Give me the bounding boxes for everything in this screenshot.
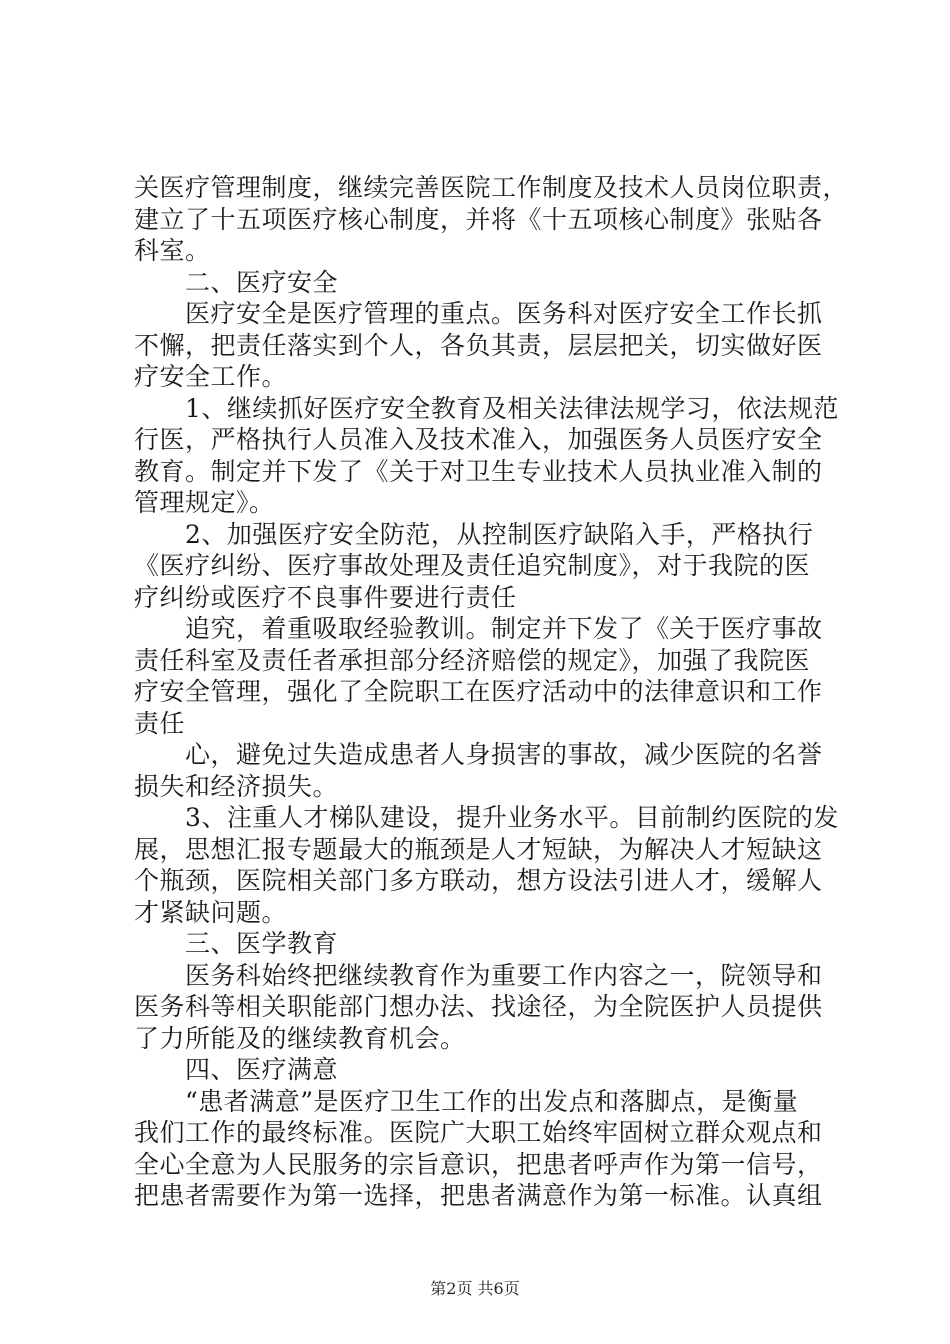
body-line: 全心全意为人民服务的宗旨意识，把患者呼声作为第一信号， xyxy=(134,1149,823,1179)
body-line: 医务科等相关职能部门想办法、找途径，为全院医护人员提供 xyxy=(134,992,823,1021)
body-line: 2、加强医疗安全防范，从控制医疗缺陷入手，严格执行 xyxy=(134,519,814,549)
body-line: 个瓶颈，医院相关部门多方联动，想方设法引进人才，缓解人 xyxy=(134,866,823,895)
body-line: 才紧缺问题。 xyxy=(134,897,288,927)
section-heading: 四、医疗满意 xyxy=(134,1055,339,1084)
section-heading: 三、医学教育 xyxy=(134,929,339,958)
body-line: 疗安全管理，强化了全院职工在医疗活动中的法律意识和工作 xyxy=(134,677,823,706)
body-line: 我们工作的最终标准。医院广大职工始终牢固树立群众观点和 xyxy=(134,1118,823,1147)
body-line: “患者满意”是医疗卫生工作的出发点和落脚点，是衡量 xyxy=(134,1086,799,1116)
page-number-footer: 第2页 共6页 xyxy=(430,1279,520,1298)
body-line: 责任科室及责任者承担部分经济赔偿的规定》，加强了我院医 xyxy=(134,645,811,675)
body-line: 3、注重人才梯队建设，提升业务水平。目前制约医院的发 xyxy=(134,803,839,832)
body-line: 追究，着重吸取经验教训。制定并下发了《关于医疗事故 xyxy=(134,614,823,643)
body-line: 关医疗管理制度，继续完善医院工作制度及技术人员岗位职责， xyxy=(134,173,849,202)
body-line: 疗安全工作。 xyxy=(134,362,288,391)
body-line: 医疗安全是医疗管理的重点。医务科对医疗安全工作长抓 xyxy=(134,299,823,328)
body-line: 1、继续抓好医疗安全教育及相关法律法规学习，依法规范 xyxy=(134,393,839,423)
body-line: 展，思想汇报专题最大的瓶颈是人才短缺，为解决人才短缺这 xyxy=(134,834,823,864)
body-line: 损失和经济损失。 xyxy=(134,771,339,801)
body-line: 不懈，把责任落实到个人，各负其责，层层把关，切实做好医 xyxy=(134,330,823,360)
body-line: 行医，严格执行人员准入及技术准入，加强医务人员医疗安全 xyxy=(134,425,823,454)
body-line: 心，避免过失造成患者人身损害的事故，减少医院的名誉 xyxy=(134,740,823,769)
body-line: 医务科始终把继续教育作为重要工作内容之一，院领导和 xyxy=(134,960,823,990)
body-line: 科室。 xyxy=(134,236,211,265)
body-line: 责任 xyxy=(134,708,186,738)
body-line: 把患者需要作为第一选择，把患者满意作为第一标准。认真组 xyxy=(134,1181,823,1210)
body-line: 疗纠纷或医疗不良事件要进行责任 xyxy=(134,582,517,612)
body-line: 管理规定》。 xyxy=(134,488,275,517)
body-line: 建立了十五项医疗核心制度，并将《十五项核心制度》张贴各 xyxy=(134,204,823,234)
body-line: 教育。制定并下发了《关于对卫生专业技术人员执业准入制的 xyxy=(134,456,823,486)
body-line: 了力所能及的继续教育机会。 xyxy=(134,1023,466,1053)
body-line: 《医疗纠纷、医疗事故处理及责任追究制度》，对于我院的医 xyxy=(134,551,811,580)
section-heading: 二、医疗安全 xyxy=(134,267,339,297)
